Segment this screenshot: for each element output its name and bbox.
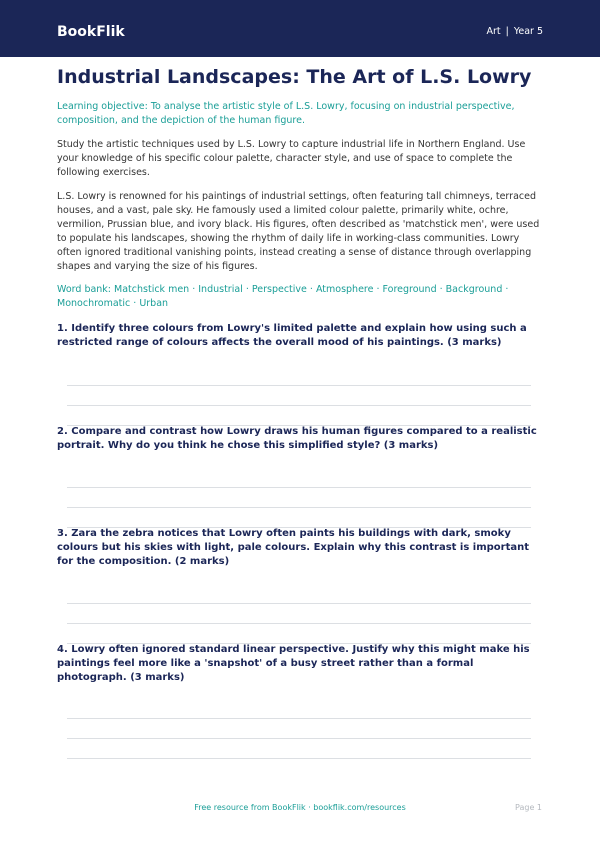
page-title: Industrial Landscapes: The Art of L.S. Lowry: [57, 66, 532, 88]
answer-line[interactable]: [67, 718, 531, 719]
subject-year-label: [486, 25, 543, 39]
brand-logo-text[interactable]: BookFlik: [57, 24, 125, 40]
question-2: 2. Compare and contrast how Lowry draws his human figures compared to a realistic portrait. Why do you think he chose this simplified style? (3 marks): [57, 426, 537, 451]
answer-line[interactable]: [67, 507, 531, 508]
year-label: Year 5: [513, 26, 543, 37]
worksheet-intro: [57, 64, 543, 311]
question-3: 3. Zara the zebra notices that Lowry often paints his buildings with dark, smoky colours but his skies with light, pale colours. Explain why this contrast is important for the composition. (2 marks): [57, 528, 530, 567]
answer-line[interactable]: [67, 405, 531, 406]
answer-line[interactable]: [67, 623, 531, 624]
answer-line[interactable]: [67, 738, 531, 739]
question-4: 4. Lowry often ignored standard linear perspective. Justify why this might make his paintings feel more like a 'snapshot' of a busy street rather than a formal photograph. (3 marks): [57, 644, 530, 683]
word-bank: Word bank: Matchstick men · Industrial · Perspective · Atmosphere · Foreground · Background · Monochromatic · Urban: [57, 284, 509, 309]
question-1: 1. Identify three colours from Lowry's limited palette and explain how using such a restricted range of colours affects the overall mood of his paintings. (3 marks): [57, 323, 527, 348]
intro-paragraph: Study the artistic techniques used by L.S. Lowry to capture industrial life in Northern England. Use your knowledge of his specific colour palette, character style, and use of space to complete the following exercises.: [57, 139, 526, 178]
meta-separator: |: [505, 26, 509, 37]
subject-label: Art: [486, 26, 501, 37]
passage-paragraph: L.S. Lowry is renowned for his paintings of industrial settings, often featuring tall chimneys, terraced houses, and a vast, pale sky. He famously used a limited colour palette, primarily white, ochre, vermilion, Prussian blue, and ivory black. His figures, often described as 'matchstick men', were used to populate his landscapes, showing the rhythm of daily life in working-class communities. Lowry often ignored traditional vanishing points, instead creating a sense of distance through overlapping shapes and varying the size of his figures.: [57, 191, 540, 272]
answer-line[interactable]: [67, 758, 531, 759]
answer-line[interactable]: [67, 487, 531, 488]
footer-credit[interactable]: Free resource from BookFlik · bookflik.com/resources: [194, 803, 406, 812]
page-number: Page 1: [515, 803, 542, 812]
learning-objective: Learning objective: To analyse the artistic style of L.S. Lowry, focusing on industrial perspective, composition, and the depiction of the human figure.: [57, 101, 515, 126]
answer-line[interactable]: [67, 385, 531, 386]
answer-line[interactable]: [67, 603, 531, 604]
header-bar: [0, 0, 600, 57]
